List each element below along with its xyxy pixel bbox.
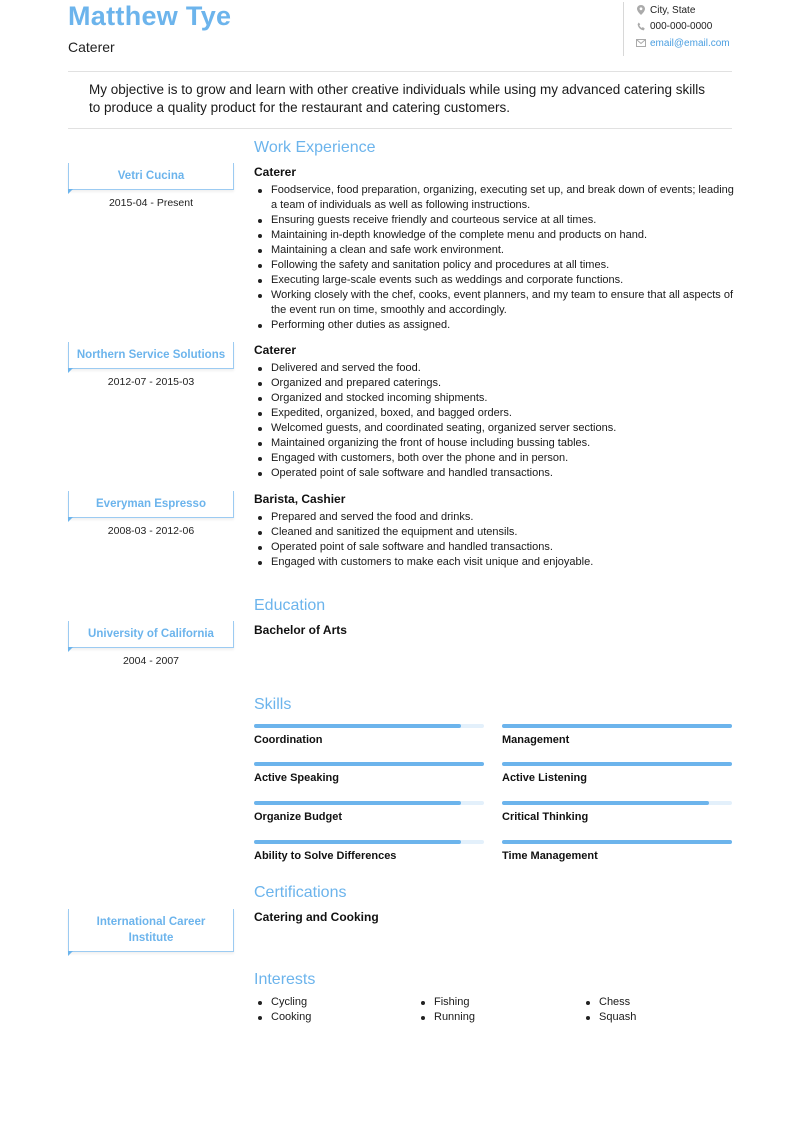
org-name-box [68,909,234,952]
list-item: Fishing [417,995,475,1010]
skill-name: Active Speaking [254,772,339,784]
interests-column [417,995,475,1025]
org-name: University of California [88,628,214,640]
list-item: Executing large-scale events such as weddings and corporate functions. [254,273,734,288]
org-dates: 2015-04 - Present [108,197,194,209]
job-title: Caterer [254,165,297,179]
job-entry [254,492,734,570]
candidate-name: Matthew Tye [68,1,232,31]
section-work-experience: Work Experience [254,139,376,156]
contact-phone [634,19,743,35]
org-name: Northern Service Solutions [76,349,226,361]
org-university-of-california [68,621,234,667]
skill-critical-thinking [502,801,732,823]
phone-icon [634,22,648,31]
list-item: Organized and prepared caterings. [254,376,734,391]
candidate-title: Caterer [68,39,115,55]
list-item: Delivered and served the food. [254,361,734,376]
contact-email[interactable] [634,35,743,51]
list-item: Cooking [254,1010,311,1025]
job-bullets [254,361,734,481]
skill-bar-fill [502,840,732,844]
list-item: Foodservice, food preparation, organizing, executing set up, and break down of events; leading a team of individuals as well as following instructions. [254,183,734,213]
interests-column [582,995,636,1025]
section-education: Education [254,597,326,614]
location-text: City, State [650,4,696,16]
location-pin-icon [634,5,648,15]
skill-bar-fill [502,801,709,805]
skill-active-speaking [254,762,484,784]
skill-active-listening [502,762,732,784]
skill-name: Ability to Solve Differences [254,850,397,862]
list-item: Cycling [254,995,311,1010]
list-item: Ensuring guests receive friendly and courteous service at all times. [254,213,734,228]
section-interests: Interests [254,971,316,988]
list-item: Performing other duties as assigned. [254,318,734,333]
skill-name: Time Management [502,850,598,862]
org-name: Everyman Espresso [96,498,206,510]
list-item: Prepared and served the food and drinks. [254,510,734,525]
list-item: Maintaining in-depth knowledge of the complete menu and products on hand. [254,228,734,243]
skill-bar-track [502,801,732,805]
skill-name: Organize Budget [254,811,343,823]
skill-time-management [502,840,732,862]
skill-name: Active Listening [502,772,587,784]
skill-bar-track [254,762,484,766]
skill-bar-track [502,762,732,766]
org-dates: 2012-07 - 2015-03 [107,376,195,388]
email-link[interactable]: email@email.com [650,37,730,49]
divider-top [68,71,732,72]
skill-bar-track [254,801,484,805]
job-bullets [254,183,734,333]
org-everyman-espresso [68,491,234,537]
phone-text: 000-000-0000 [650,21,713,32]
list-item: Engaged with customers to make each visit unique and enjoyable. [254,555,734,570]
certification-entry [254,910,734,928]
list-item: Expedited, organized, boxed, and bagged orders. [254,406,734,421]
skill-bar-track [254,840,484,844]
org-name-box [68,163,234,190]
list-item: Squash [582,1010,636,1025]
list-item: Maintained organizing the front of house including bussing tables. [254,436,734,451]
contact-location [634,2,743,18]
skill-bar-track [502,724,732,728]
job-title: Barista, Cashier [254,492,346,506]
list-item: Operated point of sale software and handled transactions. [254,466,734,481]
skill-bar-fill [502,724,732,728]
list-item: Working closely with the chef, cooks, event planners, and my team to ensure that all aspects of the event run on time, smoothly and accordingly. [254,288,734,318]
org-name: International Career Institute [96,916,206,944]
skill-name: Coordination [254,734,323,746]
skill-bar-track [502,840,732,844]
list-item: Maintaining a clean and safe work environment. [254,243,734,258]
job-entry [254,165,734,333]
skill-bar-fill [254,762,484,766]
org-name: Vetri Cucina [117,170,185,182]
skill-bar-fill [254,724,461,728]
org-name-box [68,491,234,518]
list-item: Cleaned and sanitized the equipment and utensils. [254,525,734,540]
envelope-icon [634,39,648,47]
section-certifications: Certifications [254,884,347,901]
list-item: Engaged with customers, both over the phone and in person. [254,451,734,466]
org-name-box [68,621,234,648]
org-vetri-cucina [68,163,234,209]
skill-bar-fill [254,801,461,805]
skill-name: Management [502,734,570,746]
list-item: Welcomed guests, and coordinated seating, organized server sections. [254,421,734,436]
skill-management [502,724,732,746]
education-entry [254,623,734,641]
skill-ability-to-solve-differences [254,840,484,862]
org-dates: 2008-03 - 2012-06 [107,525,195,537]
org-northern-service-solutions [68,342,234,388]
list-item: Operated point of sale software and handled transactions. [254,540,734,555]
contact-block [623,2,743,56]
org-dates: 2004 - 2007 [122,655,180,667]
skill-bar-fill [502,762,732,766]
certification-title: Catering and Cooking [254,910,379,924]
org-name-box [68,342,234,369]
skill-bar-fill [254,840,461,844]
job-bullets [254,510,734,570]
interests-column [254,995,311,1025]
job-title: Caterer [254,343,297,357]
skill-name: Critical Thinking [502,811,589,823]
objective-text: My objective is to grow and learn with other creative individuals while using my advanced catering skills to produce a quality product for the restaurant and catering customers. [89,82,706,115]
list-item: Organized and stocked incoming shipments. [254,391,734,406]
list-item: Running [417,1010,475,1025]
list-item: Chess [582,995,636,1010]
skill-coordination [254,724,484,746]
job-entry [254,343,734,481]
skill-organize-budget [254,801,484,823]
skill-bar-track [254,724,484,728]
org-international-career-institute [68,909,234,952]
section-skills: Skills [254,696,292,713]
divider-objective [68,128,732,129]
degree-title: Bachelor of Arts [254,623,347,637]
list-item: Following the safety and sanitation policy and procedures at all times. [254,258,734,273]
